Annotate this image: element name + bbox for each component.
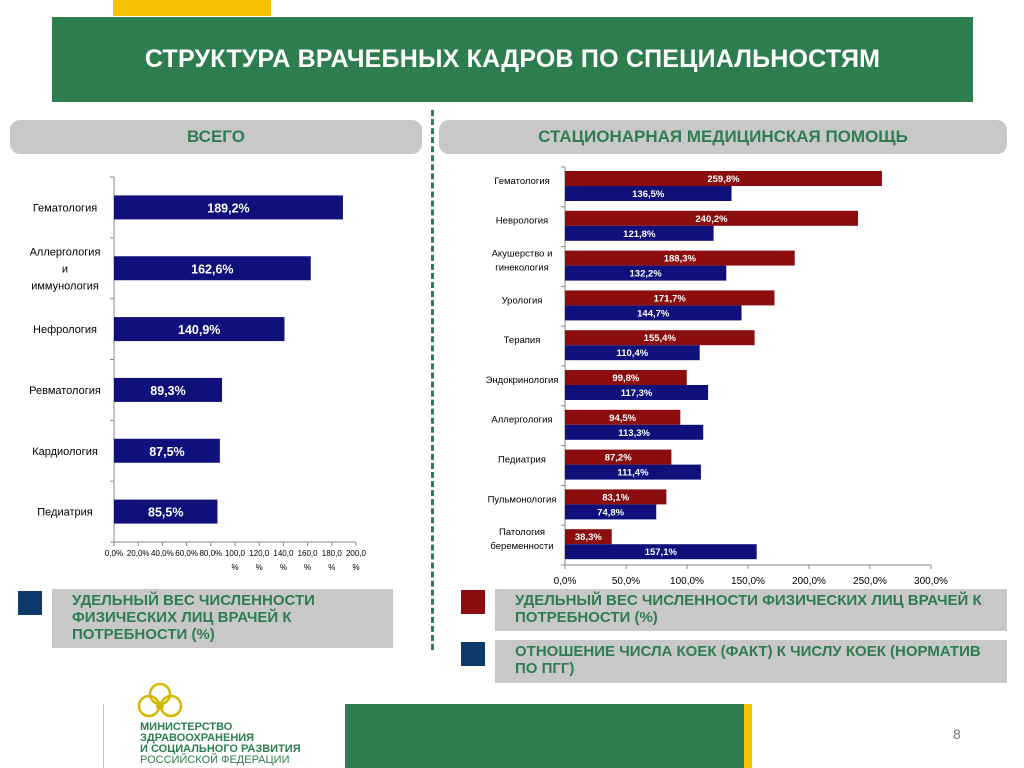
data-label: 171,7%: [653, 293, 686, 305]
x-tick-label: 250,0%: [853, 576, 887, 587]
ministry-line: И СОЦИАЛЬНОГО РАЗВИТИЯ: [140, 743, 301, 755]
x-tick-label: 160,0: [297, 549, 318, 558]
legend-label-staff: УДЕЛЬНЫЙ ВЕС ЧИСЛЕННОСТИ ФИЗИЧЕСКИХ ЛИЦ ВРАЧЕЙ К ПОТРЕБНОСТИ (%): [495, 589, 1007, 631]
ministry-logo-icon: [130, 680, 190, 726]
page-number: 8: [953, 726, 961, 742]
section-header-inpatient: [439, 120, 1007, 154]
category-label: Неврология: [495, 215, 549, 227]
data-label: 144,7%: [637, 308, 670, 320]
data-label: 110,4%: [616, 348, 649, 360]
x-tick-label: %: [304, 563, 312, 572]
category-label: Гематология: [32, 202, 98, 215]
x-tick-label: 0,0%: [553, 576, 577, 587]
title-bar: [52, 17, 973, 102]
category-label: Нефрология: [33, 324, 97, 337]
data-label: 94,5%: [609, 412, 637, 424]
ministry-line: РОССИЙСКОЙ ФЕДЕРАЦИИ: [140, 754, 290, 766]
category-label: Урология: [501, 295, 543, 307]
section-title-inpatient: СТАЦИОНАРНАЯ МЕДИЦИНСКАЯ ПОМОЩЬ: [538, 127, 908, 146]
ministry-name: [140, 722, 301, 766]
data-label: 87,5%: [149, 444, 185, 459]
data-label: 240,2%: [695, 213, 728, 225]
data-label: 38,3%: [574, 532, 602, 544]
x-tick-label: 200,0%: [792, 576, 826, 587]
data-label: 162,6%: [191, 262, 234, 277]
category-label: Педиатрия: [498, 454, 546, 466]
data-label: 99,8%: [612, 373, 640, 384]
x-tick-label: 100,0%: [670, 576, 704, 587]
footer-band: [345, 704, 744, 768]
data-label: 74,8%: [597, 507, 625, 519]
x-tick-label: 60,0%: [175, 549, 198, 558]
legend-label-beds: ОТНОШЕНИЕ ЧИСЛА КОЕК (ФАКТ) К ЧИСЛУ КОЕК (НОРМАТИВ ПО ПГГ): [495, 640, 1007, 683]
chart-inpatient: [440, 160, 1024, 592]
data-label: 132,2%: [629, 268, 662, 280]
category-label: Гематология: [494, 175, 550, 187]
x-tick-label: %: [352, 563, 360, 572]
data-label: 83,1%: [602, 492, 630, 504]
category-label: Патология: [498, 527, 546, 539]
page-title: СТРУКТУРА ВРАЧЕБНЫХ КАДРОВ ПО СПЕЦИАЛЬНОСТЯМ: [144, 45, 881, 73]
x-tick-label: %: [231, 563, 239, 572]
x-tick-label: 140,0: [273, 549, 294, 558]
footer-accent: [744, 704, 752, 768]
section-divider: [431, 110, 434, 650]
category-label: беременности: [490, 541, 554, 553]
x-tick-label: 180,0: [321, 549, 342, 558]
chart-total: [0, 165, 430, 580]
data-label: 140,9%: [178, 323, 221, 338]
data-label: 259,8%: [707, 174, 740, 185]
category-label: Акушерство и: [491, 248, 553, 260]
x-tick-label: 150,0%: [731, 576, 765, 587]
data-label: 85,5%: [148, 505, 184, 520]
category-label: Пульмонология: [487, 494, 557, 506]
x-tick-label: 80,0%: [199, 549, 223, 558]
x-tick-label: %: [328, 563, 336, 572]
x-tick-label: 200,0: [345, 549, 367, 558]
data-label: 111,4%: [617, 467, 649, 479]
data-label: 136,5%: [632, 189, 665, 200]
data-label: 188,3%: [663, 253, 696, 265]
data-label: 155,4%: [643, 333, 676, 345]
ministry-line: ЗДРАВООХРАНЕНИЯ: [140, 732, 255, 744]
category-label: Аллергология: [29, 246, 101, 259]
category-label: Аллергология: [491, 414, 553, 426]
legend-swatch-staff: [461, 590, 485, 614]
x-tick-label: %: [255, 563, 263, 572]
section-title-total: ВСЕГО: [187, 127, 245, 146]
data-label: 157,1%: [644, 547, 677, 559]
category-label: Педиатрия: [37, 506, 93, 519]
data-label: 121,8%: [623, 228, 656, 240]
category-label: Терапия: [503, 335, 541, 347]
category-label: и: [61, 263, 69, 276]
footer-separator: [103, 704, 104, 768]
category-label: Кардиология: [32, 445, 98, 458]
x-tick-label: 40,0%: [151, 549, 174, 558]
category-label: гинекология: [495, 262, 549, 274]
data-label: 189,2%: [207, 201, 250, 216]
legend-label-total: УДЕЛЬНЫЙ ВЕС ЧИСЛЕННОСТИ ФИЗИЧЕСКИХ ЛИЦ ВРАЧЕЙ К ПОТРЕБНОСТИ (%): [52, 589, 393, 648]
legend-swatch-beds: [461, 642, 485, 666]
top-accent: [113, 0, 271, 16]
x-tick-label: 120,0: [249, 549, 270, 558]
x-tick-label: 300,0%: [914, 576, 948, 587]
data-label: 113,3%: [618, 427, 650, 439]
data-label: 87,2%: [604, 452, 632, 464]
data-label: 117,3%: [620, 388, 653, 399]
category-label: иммунология: [31, 280, 99, 293]
x-tick-label: 50,0%: [611, 576, 641, 587]
category-label: Ревматология: [29, 384, 101, 397]
ministry-line: МИНИСТЕРСТВО: [140, 721, 233, 733]
data-label: 89,3%: [150, 383, 186, 398]
legend-swatch-total: [18, 591, 42, 615]
x-tick-label: %: [279, 563, 287, 572]
x-tick-label: 100,0: [224, 549, 246, 558]
section-header-total: [10, 120, 422, 154]
category-label: Эндокринология: [485, 374, 559, 386]
x-tick-label: 0,0%: [104, 549, 124, 558]
x-tick-label: 20,0%: [126, 549, 150, 558]
